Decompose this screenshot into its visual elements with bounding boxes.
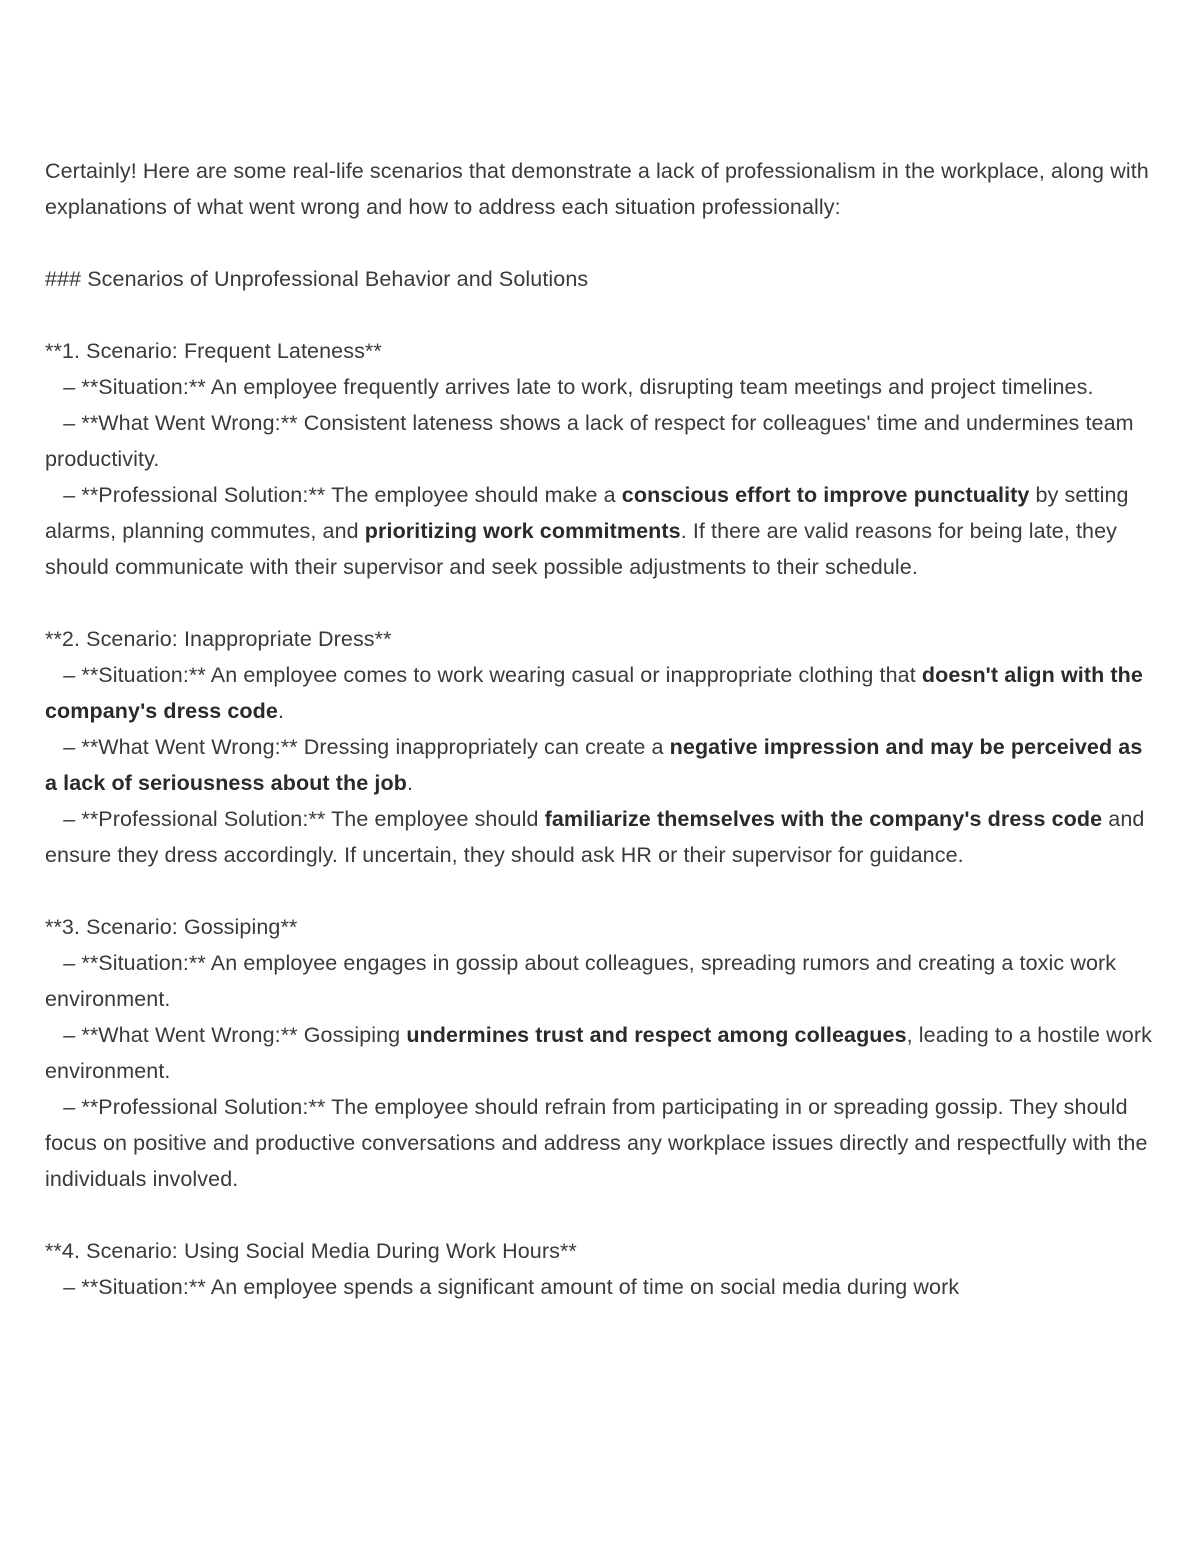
solution-text: by setting alarms, planning commutes, and (45, 483, 1129, 543)
scenario-4 (45, 1233, 1157, 1305)
situation-prefix: – **Situation:** (45, 375, 211, 399)
professional-solution-line (45, 1089, 1157, 1197)
solution-prefix: – **Professional Solution:** (45, 807, 332, 831)
situation-line (45, 369, 1157, 405)
situation-text: An employee comes to work wearing casual or inappropriate clothing that (210, 663, 922, 687)
situation-line (45, 1269, 1157, 1305)
wrong-text: , leading to a hostile work environment. (45, 1023, 1152, 1083)
solution-text: The employee should (331, 807, 545, 831)
spacer (45, 297, 1157, 333)
wrong-text: Dressing inappropriately can create a (303, 735, 670, 759)
section-heading: ### Scenarios of Unprofessional Behavior and Solutions (45, 267, 589, 291)
situation-prefix: – **Situation:** (45, 663, 211, 687)
spacer (45, 1197, 1157, 1233)
situation-bold-text: doesn't align with the company's dress code (45, 663, 1143, 723)
what-went-wrong-line (45, 729, 1157, 801)
situation-prefix: – **Situation:** (45, 1275, 211, 1299)
solution-bold-text: conscious effort to improve punctuality (621, 483, 1030, 507)
spacer (45, 225, 1157, 261)
scenario-2 (45, 621, 1157, 873)
what-went-wrong-line (45, 1017, 1157, 1089)
wrong-bold-text: negative impression and may be perceived as a lack of seriousness about the job (45, 735, 1143, 795)
scenario-3 (45, 909, 1157, 1197)
situation-prefix: – **Situation:** (45, 951, 211, 975)
solution-text: The employee should refrain from participating in or spreading gossip. They should focus on positive and productive conversations and address any workplace issues directly and respectfully with the individuals involved. (45, 1095, 1148, 1191)
situation-text: An employee frequently arrives late to work, disrupting team meetings and project timelines. (210, 375, 1094, 399)
spacer (45, 873, 1157, 909)
professional-solution-line (45, 477, 1157, 585)
solution-text: The employee should make a (331, 483, 622, 507)
what-went-wrong-line (45, 405, 1157, 477)
scenario-title: **2. Scenario: Inappropriate Dress** (45, 627, 392, 651)
wrong-prefix: – **What Went Wrong:** (45, 1023, 304, 1047)
scenario-title: **4. Scenario: Using Social Media During Work Hours** (45, 1239, 577, 1263)
situation-text: An employee spends a significant amount of time on social media during work (210, 1275, 960, 1299)
solution-prefix: – **Professional Solution:** (45, 483, 332, 507)
intro-paragraph: Certainly! Here are some real-life scenarios that demonstrate a lack of professionalism in the workplace, along with explanations of what went wrong and how to address each situation professionally: (45, 159, 1149, 219)
professional-solution-line (45, 801, 1157, 873)
situation-text: An employee engages in gossip about colleagues, spreading rumors and creating a toxic work environment. (45, 951, 1117, 1011)
spacer (45, 585, 1157, 621)
wrong-prefix: – **What Went Wrong:** (45, 411, 304, 435)
wrong-bold-text: undermines trust and respect among colleagues (406, 1023, 907, 1047)
situation-line (45, 657, 1157, 729)
wrong-text: Gossiping (303, 1023, 407, 1047)
wrong-text: . (406, 771, 414, 795)
situation-line (45, 945, 1157, 1017)
solution-prefix: – **Professional Solution:** (45, 1095, 332, 1119)
situation-text: . (277, 699, 285, 723)
scenario-1 (45, 333, 1157, 585)
solution-text: . If there are valid reasons for being late, they should communicate with their supervisor and seek possible adjustments to their schedule. (45, 519, 1118, 579)
scenario-title: **1. Scenario: Frequent Lateness** (45, 339, 382, 363)
document-page (45, 153, 1157, 1305)
solution-bold-text: familiarize themselves with the company's dress code (544, 807, 1103, 831)
wrong-text: Consistent lateness shows a lack of respect for colleagues' time and undermines team productivity. (45, 411, 1134, 471)
scenario-title: **3. Scenario: Gossiping** (45, 915, 298, 939)
solution-bold-text: prioritizing work commitments (364, 519, 681, 543)
wrong-prefix: – **What Went Wrong:** (45, 735, 304, 759)
solution-text: and ensure they dress accordingly. If uncertain, they should ask HR or their supervisor for guidance. (45, 807, 1145, 867)
